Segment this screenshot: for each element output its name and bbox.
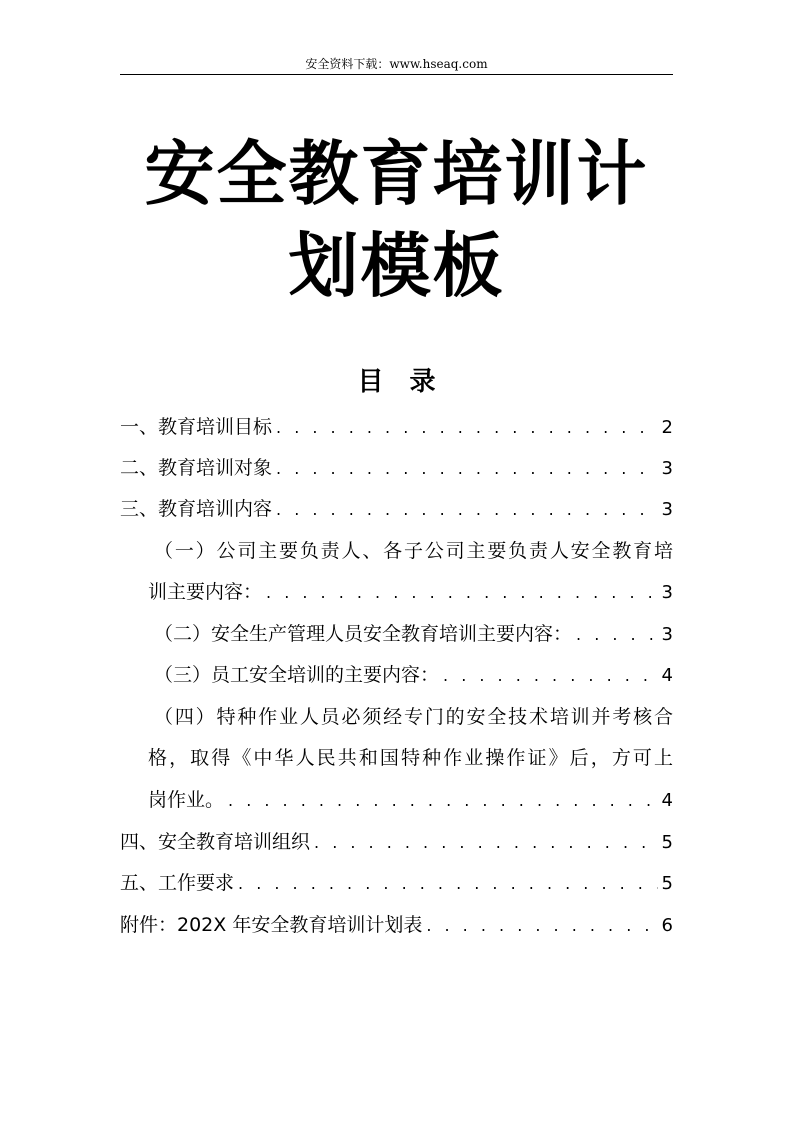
dot-leader: [443, 663, 658, 689]
toc-entry-page: 3: [661, 624, 673, 645]
toc-entry-3[interactable]: [120, 496, 673, 523]
title-line-2: 划模板: [288, 225, 505, 307]
toc-entry-3-2[interactable]: [148, 621, 673, 648]
toc-entry-label: 三、教育培训内容: [120, 498, 273, 520]
toc-entry-page: 3: [661, 582, 673, 603]
toc-entry-3-1-cont[interactable]: [148, 579, 673, 606]
dot-leader: [276, 497, 658, 523]
toc-entry-page: 4: [661, 665, 673, 686]
toc-entry-3-1[interactable]: [148, 538, 673, 564]
toc-entry-4[interactable]: [120, 829, 673, 856]
toc-entry-page: 3: [661, 499, 673, 520]
toc-entry-text-line: （四）特种作业人员必须经专门的安全技术培训并考核合: [154, 706, 673, 728]
toc-entry-label: （三）员工安全培训的主要内容：: [154, 664, 440, 686]
dot-leader: [276, 415, 658, 441]
toc-entry-3-4-cont1[interactable]: [148, 745, 673, 771]
page-header: 安全资料下载：www.hseaq.com: [305, 57, 488, 71]
dot-leader: [266, 580, 658, 606]
dot-leader: [314, 830, 658, 856]
toc-entry-page: 6: [661, 915, 673, 936]
toc-entry-appendix[interactable]: [120, 912, 673, 939]
toc-entry-label: 训主要内容：: [148, 581, 263, 603]
header-divider: [120, 74, 673, 75]
toc-entry-3-4-cont2[interactable]: [148, 787, 673, 814]
dot-leader: [238, 871, 658, 897]
dot-leader: [276, 456, 658, 482]
toc-entry-5[interactable]: [120, 870, 673, 897]
dot-leader: [426, 913, 657, 939]
toc-heading: 目 录: [357, 367, 436, 397]
dot-leader: [228, 788, 658, 814]
toc-entry-label: 五、工作要求: [120, 872, 235, 894]
toc-entry-page: 5: [661, 832, 673, 853]
toc-entry-page: 2: [661, 417, 673, 438]
document-title: [110, 128, 683, 312]
title-line-1: 安全教育培训计: [144, 133, 649, 215]
toc-entry-label: 岗作业。: [148, 789, 225, 811]
toc-entry-label: 一、教育培训目标: [120, 416, 273, 438]
toc-entry-label: 附件：202X 年安全教育培训计划表: [120, 914, 423, 936]
toc-entry-label: （二）安全生产管理人员安全教育培训主要内容：: [154, 623, 573, 645]
toc-entry-label: 二、教育培训对象: [120, 457, 273, 479]
toc-entry-3-3[interactable]: [148, 662, 673, 689]
dot-leader: [576, 622, 658, 648]
toc-entry-2[interactable]: [120, 455, 673, 482]
toc-entry-3-4[interactable]: [148, 704, 673, 730]
toc-entry-text-line: （一）公司主要负责人、各子公司主要负责人安全教育培: [154, 540, 673, 562]
toc-entry-1[interactable]: [120, 414, 673, 441]
toc-entry-text-line: 格，取得《中华人民共和国特种作业操作证》后，方可上: [148, 747, 673, 769]
toc-entry-label: 四、安全教育培训组织: [120, 831, 311, 853]
toc-entry-page: 5: [661, 873, 673, 894]
toc-entry-page: 4: [661, 790, 673, 811]
toc-entry-page: 3: [661, 458, 673, 479]
